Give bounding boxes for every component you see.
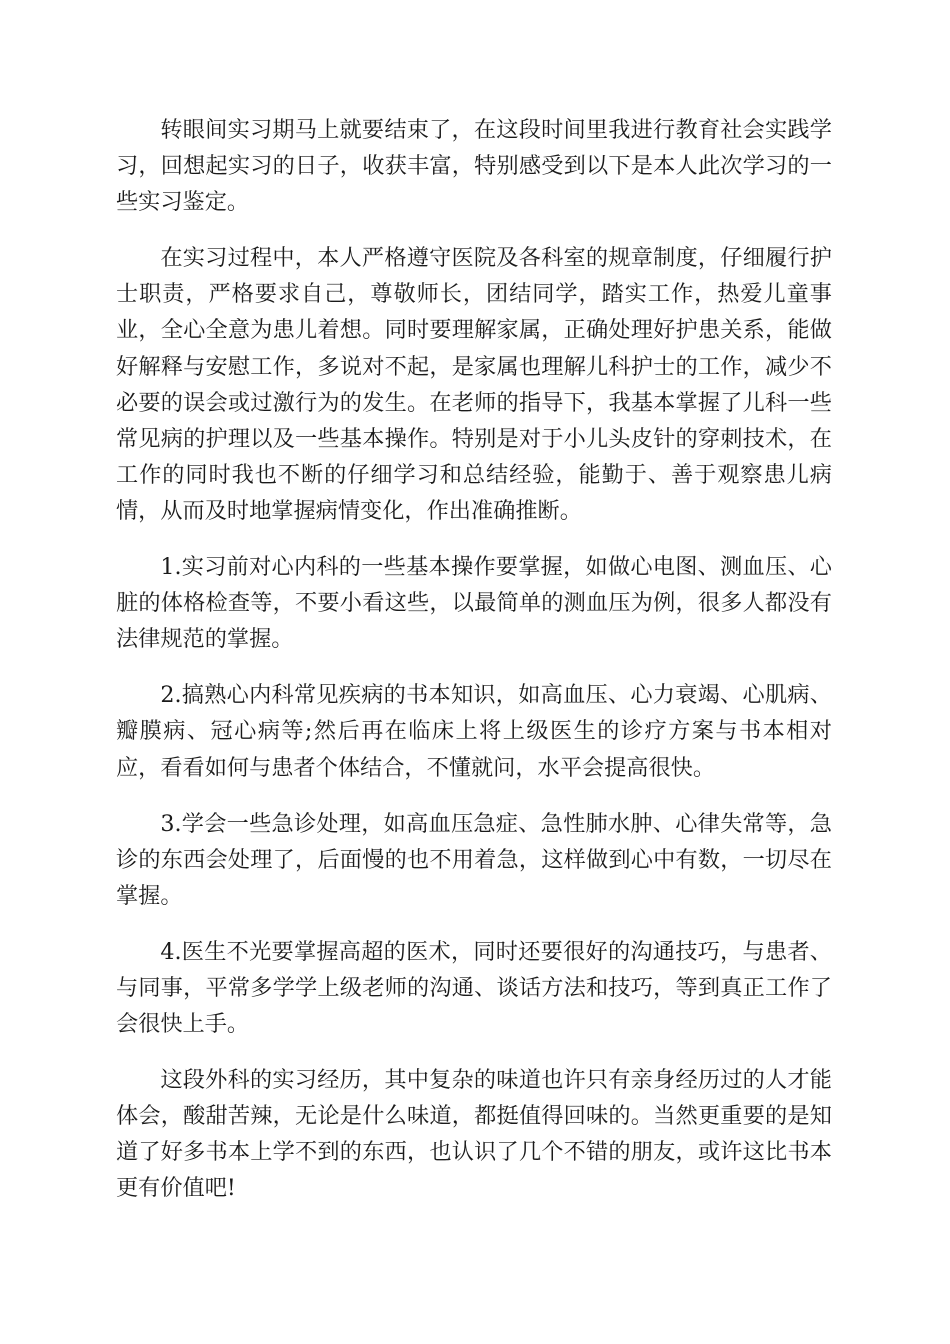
- paragraph-intro: 转眼间实习期马上就要结束了，在这段时间里我进行教育社会实践学习，回想起实习的日子，收获丰富，特别感受到以下是本人此次学习的一些实习鉴定。: [116, 117, 832, 216]
- paragraph-internship-process: 在实习过程中，本人严格遵守医院及各科室的规章制度，仔细履行护士职责，严格要求自己，尊敬师长，团结同学，踏实工作，热爱儿童事业，全心全意为患儿着想。同时要理解家属，正确处理好护患关系，能做好解释与安慰工作，多说对不起，是家属也理解儿科护士的工作，减少不必要的误会或过激行为的发生。在老师的指导下，我基本掌握了儿科一些常见病的护理以及一些基本操作。特别是对于小儿头皮针的穿刺技术，在工作的同时我也不断的仔细学习和总结经验，能勤于、善于观察患儿病情，从而及时地掌握病情变化，作出准确推断。: [116, 245, 832, 524]
- paragraph-point-3: 3.学会一些急诊处理，如高血压急症、急性肺水肿、心律失常等，急诊的东西会处理了，后面慢的也不用着急，这样做到心中有数，一切尽在掌握。: [116, 810, 832, 909]
- paragraph-conclusion: 这段外科的实习经历，其中复杂的味道也许只有亲身经历过的人才能体会，酸甜苦辣，无论是什么味道，都挺值得回味的。当然更重要的是知道了好多书本上学不到的东西，也认识了几个不错的朋友，或许这比书本更有价值吧!: [116, 1067, 832, 1202]
- paragraph-point-4: 4.医生不光要掌握高超的医术，同时还要很好的沟通技巧，与患者、与同事，平常多学学上级老师的沟通、谈话方法和技巧，等到真正工作了会很快上手。: [116, 938, 832, 1038]
- document-body: [116, 112, 832, 1227]
- paragraph-point-2: 2.搞熟心内科常见疾病的书本知识，如高血压、心力衰竭、心肌病、瓣膜病、冠心病等;然后再在临床上将上级医生的诊疗方案与书本相对应，看看如何与患者个体结合，不懂就问，水平会提高很快。: [116, 682, 832, 781]
- paragraph-point-1: 1.实习前对心内科的一些基本操作要掌握，如做心电图、测血压、心脏的体格检查等，不要小看这些，以最简单的测血压为例，很多人都没有法律规范的掌握。: [116, 554, 832, 653]
